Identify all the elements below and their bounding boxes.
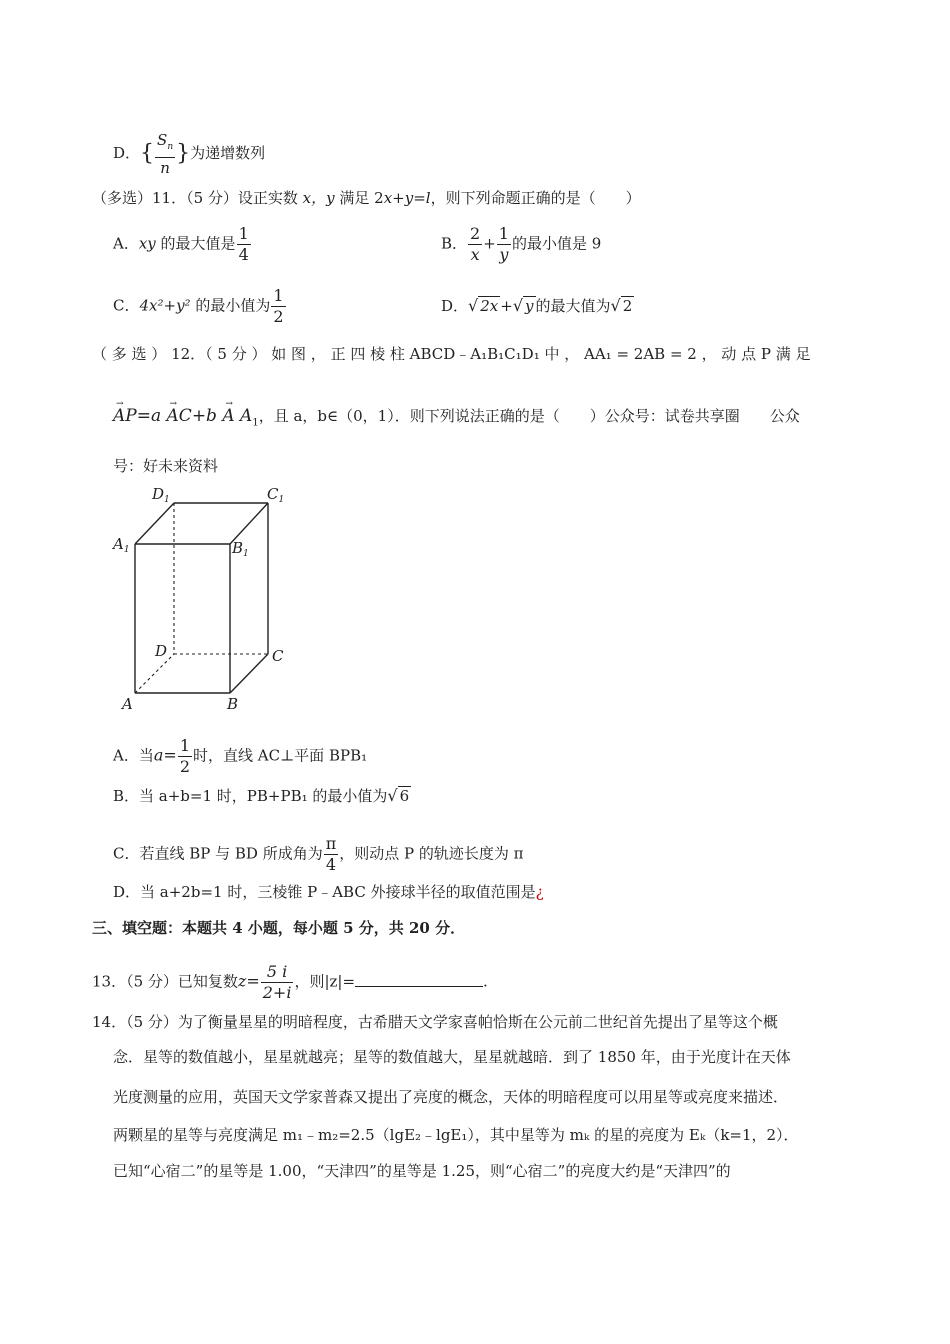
q11-stem: （多选）11．（5 分）设正实数 x，y 满足 2x+y=l，则下列命题正确的是（ ） [92, 189, 641, 207]
edge-bc [230, 654, 268, 693]
prism-figure [110, 482, 300, 714]
q11-option-a: A．xy 的最大值是 $\frac{1}{4}$ [113, 224, 249, 264]
answer-blank [355, 972, 483, 987]
vector-ac: → AC [167, 406, 192, 426]
q14-line2: 念．星等的数值越小，星星就越亮；星等的数值越大，星星就越暗．到了 1850 年，由于光度计在天体 [113, 1048, 791, 1066]
label-b1: $B_1$ [232, 539, 249, 559]
edge-a1d1 [135, 503, 174, 544]
label-d1: $D_1$ [152, 485, 170, 505]
q14-line1: 14．（5 分）为了衡量星星的明暗程度，古希腊天文学家喜帕恰斯在公元前二世纪首先提出了星等这个概 [92, 1013, 778, 1031]
vector-aa1: → A A [222, 406, 252, 426]
q11-option-b: B． $\frac{2}{x}$ + $\frac{1}{y}$ 的最小值是 9 [441, 224, 602, 264]
label-a1: $A_1$ [113, 535, 130, 555]
label-a: A [122, 695, 133, 713]
q12-line1: （ 多 选 ） 12．（ 5 分 ） 如 图 ， 正 四 棱 柱 ABCD﹣A₁B₁C₁D₁ 中 ， AA₁ = 2AB = 2 ， 动 点 P 满 足 [92, 345, 811, 363]
label-c1: $C_1$ [267, 485, 285, 505]
q12-option-d: D．当 a+2b=1 时，三棱锥 P﹣ABC 外接球半径的取值范围是¿ [113, 883, 544, 901]
label-c: C [272, 647, 284, 665]
q12-line3: 号：好未来资料 [113, 457, 219, 475]
q14-line5: 已知“心宿二”的星等是 1.00，“天津四”的星等是 1.25，则“心宿二”的亮度大约是“天津四”的 [113, 1162, 731, 1180]
q11-option-d: D．√ 2x +√ y 的最大值为√ 2 [441, 296, 633, 315]
q14-line3: 光度测量的应用，英国天文学家普森又提出了亮度的概念，天体的明暗程度可以用星等或亮度来描述． [113, 1088, 789, 1106]
q12-option-b: B．当 a+b=1 时，PB+PB₁ 的最小值为√ 6 [113, 786, 410, 805]
option-text: 为递增数列 [190, 144, 266, 162]
q14-line4: 两颗星的星等与亮度满足 m₁﹣m₂=2.5（lgE₂﹣lgE₁），其中星等为 mₖ 的星的亮度为 Eₖ（k=1，2）． [113, 1126, 799, 1144]
section-title: 三、填空题：本题共 4 小题，每小题 5 分，共 20 分． [92, 919, 466, 937]
q12-line2: → AP=a → AC+b → A $A_1$，且 a，b∈（0，1）．则下列说法正确的是（ ）公众号：试卷共享圈 公众 [113, 406, 800, 433]
q13: 13．（5 分）已知复数z= $\frac{5 i}{2+i}$ ，则|z|= . [92, 962, 488, 1002]
fraction: $\frac{S_n}{n}$ [157, 131, 174, 177]
label-b: B [227, 695, 239, 713]
option-label: D． [113, 144, 141, 162]
vector-ap: → AP [113, 406, 137, 426]
q10-option-d: D．{ $\frac{S_n}{n}$ }为递增数列 [113, 131, 266, 177]
q11-option-c: C．4x²+y² 的最小值为 $\frac{1}{2}$ [113, 286, 284, 326]
q12-option-a: A．当a= $\frac{1}{2}$ 时，直线 AC⊥平面 BPB₁ [113, 736, 368, 776]
label-d: D [155, 642, 168, 660]
edge-b1c1 [230, 503, 268, 544]
q12-option-c: C．若直线 BP 与 BD 所成角为 $\frac{\pi}{4}$ ，则动点 P 的轨迹长度为 π [113, 834, 524, 874]
